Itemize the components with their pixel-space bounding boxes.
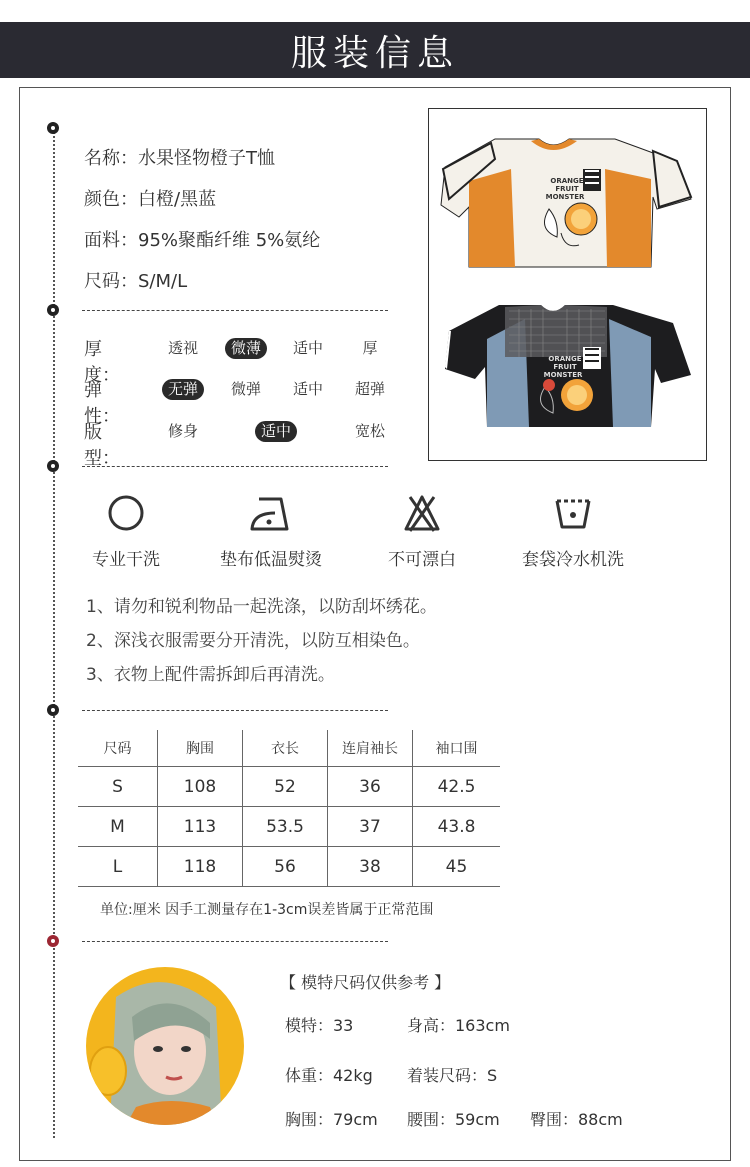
table-cell: 52	[243, 767, 328, 807]
care-machine-wash	[503, 493, 643, 570]
table-cell: 43.8	[413, 807, 501, 847]
timeline-dot-red	[47, 935, 59, 947]
thickness-option: 厚	[362, 339, 378, 357]
thickness-label: 厚度：	[84, 339, 120, 386]
fit-option: 宽松	[354, 422, 386, 440]
timeline-dot	[47, 460, 59, 472]
model-weight: 体重：42kg	[285, 1066, 373, 1085]
model-name: 模特：33	[285, 1016, 354, 1035]
dry-clean-icon	[106, 493, 146, 533]
svg-text:MONSTER: MONSTER	[543, 371, 583, 379]
elasticity-option: 超弹	[354, 380, 386, 398]
table-cell: 36	[328, 767, 413, 807]
care-note: 2、深浅衣服需要分开清洗，以防互相染色。	[86, 631, 420, 651]
divider	[82, 310, 388, 311]
table-cell: M	[78, 807, 158, 847]
timeline-dot	[47, 704, 59, 716]
model-waist: 腰围：59cm	[407, 1110, 500, 1129]
care-label: 套袋冷水机洗	[522, 550, 624, 570]
svg-text:FRUIT: FRUIT	[553, 363, 577, 371]
svg-text:MONSTER: MONSTER	[545, 193, 585, 201]
page-header	[0, 22, 750, 78]
timeline-dot	[47, 122, 59, 134]
care-iron	[201, 493, 341, 570]
svg-text:ORANGE: ORANGE	[550, 177, 584, 185]
table-cell: 56	[243, 847, 328, 887]
svg-text:ORANGE: ORANGE	[548, 355, 582, 363]
product-fabric: 面料：95%聚酯纤维 5%氨纶	[84, 230, 321, 251]
care-label: 专业干洗	[92, 550, 160, 570]
machine-wash-cold-icon	[553, 493, 593, 533]
table-row	[78, 847, 500, 887]
tshirt-black-blue-image	[445, 305, 691, 427]
no-bleach-icon	[402, 493, 442, 533]
table-row	[78, 807, 500, 847]
table-header-cell: 连肩袖长	[328, 730, 413, 767]
table-cell: 37	[328, 807, 413, 847]
care-label: 垫布低温熨烫	[220, 550, 322, 570]
fit-option-selected: 适中	[255, 421, 297, 442]
model-hip: 臀围：88cm	[530, 1110, 623, 1129]
table-header-cell: 尺码	[78, 730, 158, 767]
care-note: 1、请勿和锐利物品一起洗涤，以防刮坏绣花。	[86, 597, 437, 617]
table-cell: L	[78, 847, 158, 887]
product-sizes: 尺码：S/M/L	[84, 271, 188, 292]
thickness-option: 透视	[167, 339, 199, 357]
elasticity-option: 微弹	[230, 380, 262, 398]
thickness-option: 适中	[292, 339, 324, 357]
divider	[82, 710, 388, 711]
model-height: 身高：163cm	[407, 1016, 510, 1035]
table-row	[78, 767, 500, 807]
table-header-cell: 袖口围	[413, 730, 501, 767]
table-cell: 118	[158, 847, 243, 887]
product-color: 颜色：白橙/黑蓝	[84, 189, 217, 210]
size-table	[78, 730, 500, 887]
tshirt-orange-white-image	[441, 139, 691, 267]
fit-option: 修身	[167, 422, 199, 440]
elasticity-option: 适中	[292, 380, 324, 398]
product-name: 名称：水果怪物橙子T恤	[84, 148, 275, 169]
model-worn-size: 着装尺码：S	[407, 1066, 498, 1085]
tshirt-images	[429, 109, 706, 460]
timeline-dot	[47, 304, 59, 316]
table-cell: 53.5	[243, 807, 328, 847]
page-title: 服装信息	[290, 32, 459, 74]
model-section-title: 【 模特尺码仅供参考 】	[280, 973, 451, 992]
care-dry-clean	[56, 493, 196, 570]
table-cell: 108	[158, 767, 243, 807]
svg-text:FRUIT: FRUIT	[555, 185, 579, 193]
timeline-line	[53, 128, 55, 1138]
care-note: 3、衣物上配件需拆卸后再清洗。	[86, 665, 335, 685]
product-image-box	[428, 108, 707, 461]
elasticity-option-selected: 无弹	[162, 379, 204, 400]
table-cell: 113	[158, 807, 243, 847]
table-cell: S	[78, 767, 158, 807]
table-header-row	[78, 730, 500, 767]
table-header-cell: 胸围	[158, 730, 243, 767]
model-bust: 胸围：79cm	[285, 1110, 378, 1129]
divider	[82, 941, 388, 942]
model-portrait	[86, 967, 244, 1125]
table-cell: 42.5	[413, 767, 501, 807]
model-photo	[86, 967, 244, 1125]
fit-label: 版型：	[84, 422, 120, 469]
table-cell: 38	[328, 847, 413, 887]
care-label: 不可漂白	[388, 550, 456, 570]
thickness-option-selected: 微薄	[225, 338, 267, 359]
care-no-bleach	[352, 493, 492, 570]
table-cell: 45	[413, 847, 501, 887]
elasticity-label: 弹性：	[84, 380, 120, 427]
divider	[82, 466, 388, 467]
unit-note: 单位:厘米 因手工测量存在1-3cm误差皆属于正常范围	[100, 902, 434, 918]
table-header-cell: 衣长	[243, 730, 328, 767]
iron-low-icon	[249, 493, 293, 533]
